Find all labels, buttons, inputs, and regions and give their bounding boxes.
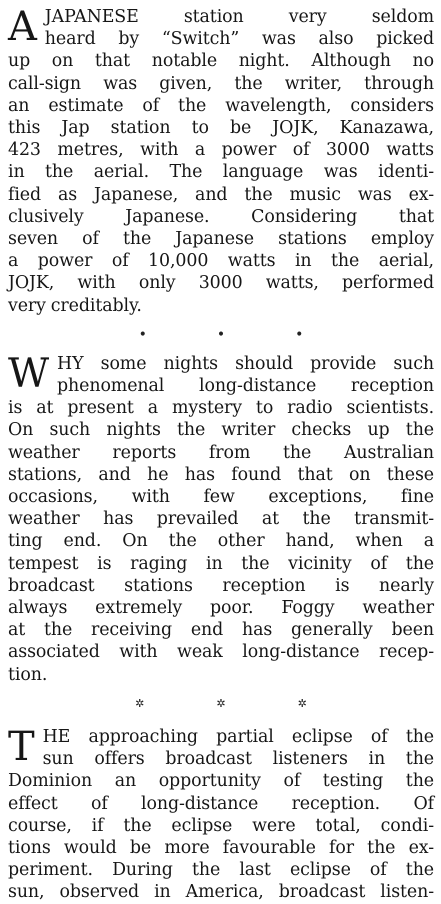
text-line: clusively Japanese. Considering that — [8, 206, 434, 227]
text-line: effect of long-distance reception. Of — [8, 793, 434, 814]
text-line: JAPANESE station very seldom — [44, 7, 434, 27]
text-line: sun offers broadcast listeners in the — [42, 749, 434, 770]
text-line: very creditably. — [8, 295, 142, 316]
text-line: always extremely poor. Foggy weather — [8, 598, 434, 619]
newspaper-column — [8, 4, 434, 904]
text-line: weather has prevailed at the transmit- — [8, 509, 434, 530]
text-line: an estimate of the wavelength, considers — [8, 95, 434, 116]
text-line: weather reports from the Australian — [8, 442, 434, 463]
article-long-distance-reception — [8, 350, 434, 686]
text-line: On such nights the writer checks up the — [8, 420, 434, 441]
text-line: 423 metres, with a power of 3000 watts — [8, 140, 434, 161]
text-line: at the receiving end has generally been — [8, 620, 434, 641]
text-line: tion. — [8, 664, 48, 685]
dropcap-t: T — [8, 723, 35, 770]
separator-dot: • — [216, 326, 226, 343]
section-separator — [8, 321, 434, 349]
text-line: fied as Japanese, and the music was ex- — [8, 184, 434, 205]
text-line: periment. During the last eclipse of the — [8, 860, 434, 881]
text-line: tions would be more favourable for the ex- — [8, 837, 434, 858]
separator-dot: • — [138, 326, 147, 343]
separator-asterism: ✲ — [135, 697, 145, 711]
dropcap-w: W — [8, 350, 50, 397]
text-line: seven of the Japanese stations employ — [8, 229, 434, 250]
text-line: broadcast stations reception is nearly — [8, 575, 434, 596]
text-line: stations, and he has found that on these — [8, 464, 434, 485]
text-line: a power of 10,000 watts in the aerial, — [8, 251, 434, 272]
section-separator — [8, 690, 434, 718]
text-line: up on that notable night. Although no — [8, 51, 434, 72]
text-line: associated with weak long-distance recep- — [8, 642, 434, 663]
text-line: sun, observed in America, broadcast listen- — [8, 882, 434, 903]
text-line: is at present a mystery to radio scientists. — [8, 398, 434, 419]
text-line: JOJK, with only 3000 watts, performed — [8, 273, 434, 294]
text-line: this Jap station to be JOJK, Kanazawa, — [8, 118, 434, 139]
text-line: HY some nights should provide such — [57, 353, 434, 374]
separator-asterism: ✲ — [216, 697, 226, 711]
text-line: tempest is raging in the vicinity of the — [8, 553, 434, 574]
text-line: ting end. On the other hand, when a — [8, 531, 434, 552]
dropcap-a: A — [8, 4, 37, 50]
text-line: HE approaching partial eclipse of the — [42, 726, 434, 747]
text-line: phenomenal long-distance reception — [57, 376, 434, 397]
text-line: heard by “Switch” was also picked — [44, 29, 434, 50]
text-line: occasions, with few exceptions, fine — [8, 487, 434, 508]
text-line: course, if the eclipse were total, condi- — [8, 815, 434, 836]
separator-asterism: ✲ — [297, 697, 307, 711]
text-line: call-sign was given, the writer, through — [8, 73, 434, 94]
separator-dot: • — [295, 326, 304, 343]
article-partial-eclipse — [8, 723, 434, 904]
article-japanese-station — [8, 6, 434, 317]
text-line: Dominion an opportunity of testing the — [8, 771, 434, 792]
text-line: in the aerial. The language was identi- — [8, 162, 434, 183]
